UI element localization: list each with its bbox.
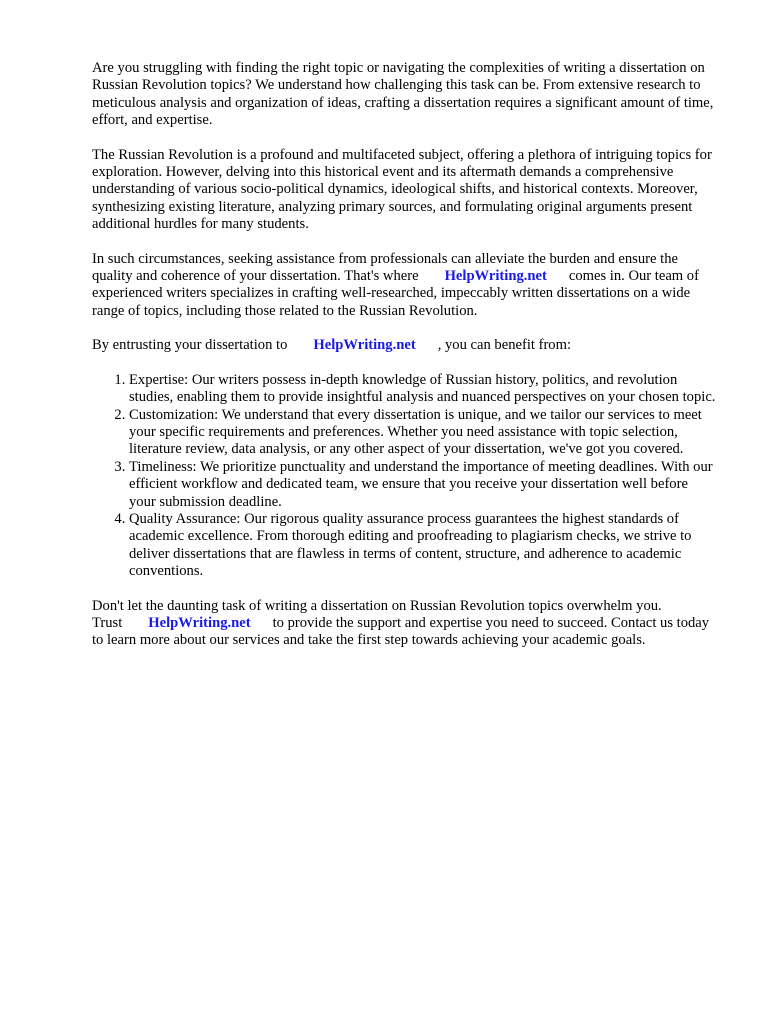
benefit-item-customization: 2. Customization: We understand that every dissertation is unique, and we tailor our services to meet your specific requirements and preferences. Whether you need assistance with topic selection, literature review, data analysis, or any other aspect of your dissertation, we've got you covered. <box>129 407 718 459</box>
service-paragraph <box>92 251 718 321</box>
benefits-intro-text-after: , you can benefit from: <box>437 337 572 354</box>
benefit-item-timeliness: 3. Timeliness: We prioritize punctuality and understand the importance of meeting deadlines. With our efficient workflow and dedicated team, we ensure that you receive your dissertation well before your submission deadline. <box>129 459 718 511</box>
closing-paragraph-text-after: to provide the support and expertise you need to succeed. Contact us today to learn more about our services and take the first step towards achieving your academic goals. <box>92 614 710 649</box>
helpwriting-link[interactable]: HelpWriting.net <box>444 268 547 285</box>
benefits-intro-paragraph <box>92 337 718 354</box>
helpwriting-link[interactable]: HelpWriting.net <box>313 337 416 354</box>
closing-paragraph <box>92 598 718 650</box>
service-paragraph-text-before: In such circumstances, seeking assistance from professionals can alleviate the burden and ensure the quality and coherence of your dissertation. That's where <box>92 250 678 285</box>
benefit-item-quality-assurance: 4. Quality Assurance: Our rigorous quality assurance process guarantees the highest standards of academic excellence. From thorough editing and proofreading to plagiarism checks, we strive to deliver dissertations that are flawless in terms of content, structure, and adherence to academic conventions. <box>129 511 718 581</box>
context-paragraph: The Russian Revolution is a profound and multifaceted subject, offering a plethora of intriguing topics for exploration. However, delving into this historical event and its aftermath demands a comprehensive understanding of various socio-political dynamics, ideological shifts, and historical contexts. Moreover, synthesizing existing literature, analyzing primary sources, and formulating original arguments present additional hurdles for many students. <box>92 146 712 233</box>
benefits-list <box>92 372 718 581</box>
service-paragraph-text-after: comes in. Our team of experienced writers specializes in crafting well-researched, impeccably written dissertations on a wide range of topics, including those related to the Russian Revolution. <box>92 268 699 319</box>
closing-paragraph-text-before: Don't let the daunting task of writing a dissertation on Russian Revolution topics overwhelm you. Trust <box>92 597 662 631</box>
benefits-intro-text-before: By entrusting your dissertation to <box>92 337 288 354</box>
helpwriting-link[interactable]: HelpWriting.net <box>148 614 251 631</box>
benefit-item-expertise: 1. Expertise: Our writers possess in-depth knowledge of Russian history, politics, and revolution studies, enabling them to provide insightful analysis and nuanced perspectives on your chosen topic. <box>129 372 718 407</box>
intro-paragraph: Are you struggling with finding the right topic or navigating the complexities of writing a dissertation on Russian Revolution topics? We understand how challenging this task can be. From extensive research to meticulous analysis and organization of ideas, crafting a dissertation requires a significant amount of time, effort, and expertise. <box>92 60 714 129</box>
